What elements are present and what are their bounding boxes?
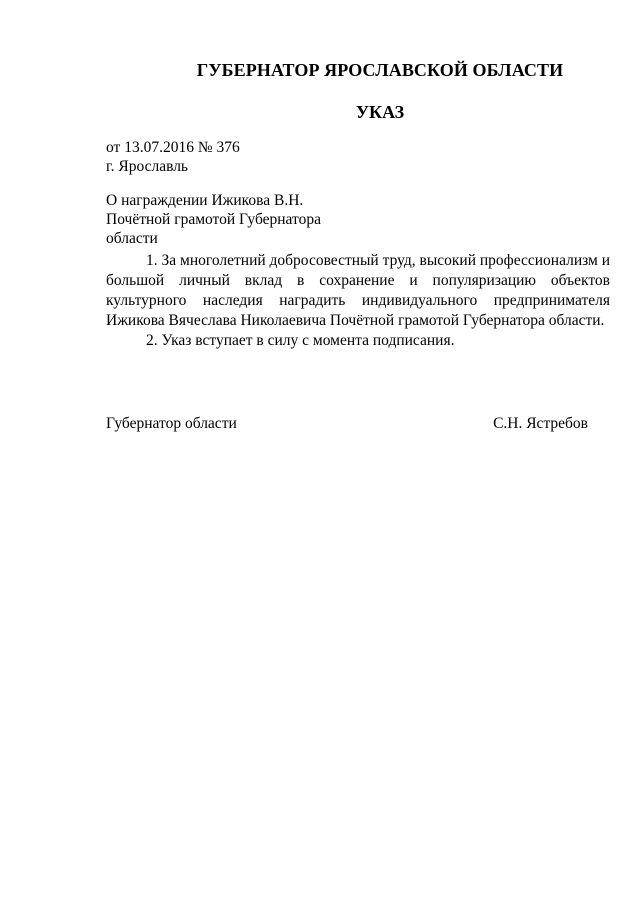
city: г. Ярославль: [106, 158, 188, 175]
signatory-name: С.Н. Ястребов: [493, 415, 588, 432]
subject-line-1: О награждении Ижикова В.Н.: [106, 192, 304, 209]
document-type: УКАЗ: [355, 102, 405, 122]
date-and-number: от 13.07.2016 № 376: [106, 139, 240, 156]
issuing-authority: ГУБЕРНАТОР ЯРОСЛАВСКОЙ ОБЛАСТИ: [196, 60, 564, 80]
subject-line-2: Почётной грамотой Губернатора: [106, 211, 321, 228]
subject-line-3: области: [106, 230, 158, 247]
signatory-position: Губернатор области: [106, 415, 237, 432]
decree-paragraph-1: 1. За многолетний добросовестный труд, высокий профессионализм и большой личный вклад в сохранение и популяризацию объектов культурного наследия наградить индивидуального предпринимателя Ижикова Вячеслава Николаевича Почётной грамотой Губернатора области.: [106, 252, 611, 329]
decree-paragraph-2: 2. Указ вступает в силу с момента подписания.: [146, 332, 455, 349]
decree-body: [106, 251, 610, 351]
